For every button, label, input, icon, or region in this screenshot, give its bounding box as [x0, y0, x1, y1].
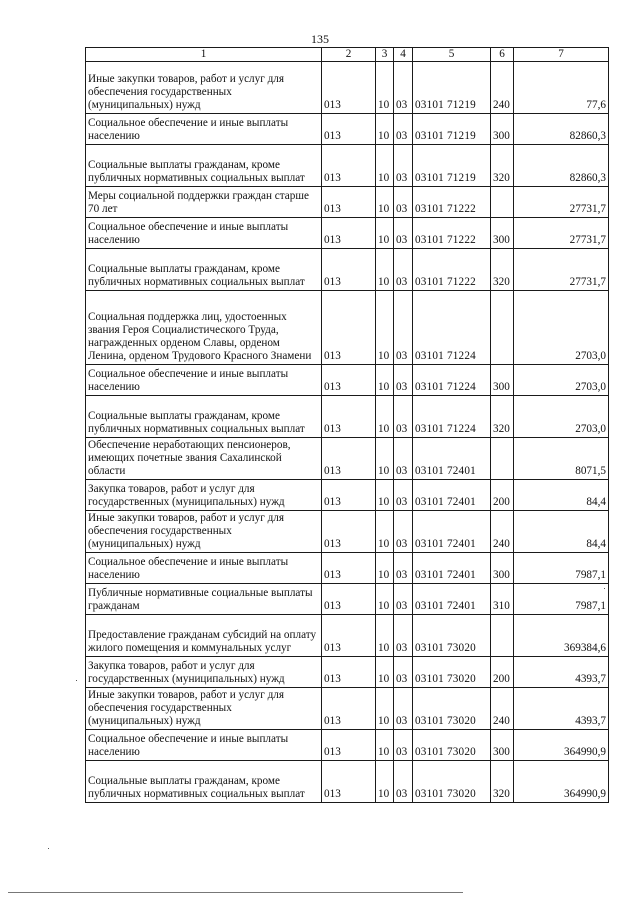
bottom-rule [8, 892, 463, 893]
name-cell: Публичные нормативные социальные выплаты гражданам [86, 584, 322, 615]
section-cell: 10 [376, 365, 394, 396]
header-row [86, 48, 609, 62]
section-cell: 10 [376, 218, 394, 249]
amount-cell: 2703,0 [514, 291, 609, 365]
name-cell: Социальное обеспечение и иные выплаты населению [86, 218, 322, 249]
table-row [86, 291, 609, 365]
table-row [86, 761, 609, 803]
subsection-cell: 03 [394, 657, 413, 688]
subsection-cell: 03 [394, 438, 413, 480]
table-row [86, 584, 609, 615]
amount-cell: 364990,9 [514, 761, 609, 803]
target-article-cell: 03101 71219 [413, 62, 491, 114]
code-cell: 013 [322, 187, 376, 218]
name-cell: Социальное обеспечение и иные выплаты населению [86, 365, 322, 396]
target-article-cell: 03101 72401 [413, 553, 491, 584]
code-cell: 013 [322, 615, 376, 657]
name-cell: Закупка товаров, работ и услуг для государственных (муниципальных) нужд [86, 657, 322, 688]
column-header: 6 [491, 48, 514, 62]
name-cell: Социальные выплаты гражданам, кроме публичных нормативных социальных выплат [86, 396, 322, 438]
target-article-cell: 03101 72401 [413, 480, 491, 511]
subsection-cell: 03 [394, 584, 413, 615]
expense-type-cell: 320 [491, 761, 514, 803]
amount-cell: 7987,1 [514, 584, 609, 615]
table-row [86, 145, 609, 187]
subsection-cell: 03 [394, 688, 413, 730]
column-header: 5 [413, 48, 491, 62]
budget-table [85, 47, 609, 803]
amount-cell: 7987,1 [514, 553, 609, 584]
target-article-cell: 03101 73020 [413, 761, 491, 803]
table-row [86, 365, 609, 396]
column-header: 1 [86, 48, 322, 62]
page-number: 135 [311, 32, 329, 46]
section-cell: 10 [376, 657, 394, 688]
table-row [86, 480, 609, 511]
expense-type-cell: 300 [491, 218, 514, 249]
amount-cell: 4393,7 [514, 688, 609, 730]
expense-type-cell: 240 [491, 511, 514, 553]
amount-cell: 27731,7 [514, 249, 609, 291]
column-header: 7 [514, 48, 609, 62]
table-row [86, 249, 609, 291]
section-cell: 10 [376, 114, 394, 145]
subsection-cell: 03 [394, 145, 413, 187]
section-cell: 10 [376, 553, 394, 584]
section-cell: 10 [376, 291, 394, 365]
code-cell: 013 [322, 62, 376, 114]
name-cell: Иные закупки товаров, работ и услуг для обеспечения государственных (муниципальных) нужд [86, 62, 322, 114]
code-cell: 013 [322, 511, 376, 553]
code-cell: 013 [322, 145, 376, 187]
subsection-cell: 03 [394, 396, 413, 438]
table-row [86, 438, 609, 480]
table-row [86, 396, 609, 438]
name-cell: Социальное обеспечение и иные выплаты населению [86, 730, 322, 761]
code-cell: 013 [322, 480, 376, 511]
expense-type-cell [491, 615, 514, 657]
table-row [86, 62, 609, 114]
target-article-cell: 03101 73020 [413, 615, 491, 657]
amount-cell: 27731,7 [514, 187, 609, 218]
name-cell: Меры социальной поддержки граждан старше 70 лет [86, 187, 322, 218]
amount-cell: 27731,7 [514, 218, 609, 249]
scan-speck [76, 680, 77, 681]
target-article-cell: 03101 72401 [413, 584, 491, 615]
expense-type-cell: 310 [491, 584, 514, 615]
code-cell: 013 [322, 365, 376, 396]
code-cell: 013 [322, 396, 376, 438]
amount-cell: 77,6 [514, 62, 609, 114]
expense-type-cell [491, 187, 514, 218]
target-article-cell: 03101 71224 [413, 396, 491, 438]
section-cell: 10 [376, 62, 394, 114]
amount-cell: 369384,6 [514, 615, 609, 657]
target-article-cell: 03101 72401 [413, 438, 491, 480]
subsection-cell: 03 [394, 218, 413, 249]
target-article-cell: 03101 71219 [413, 145, 491, 187]
table-body [86, 48, 609, 803]
code-cell: 013 [322, 657, 376, 688]
name-cell: Иные закупки товаров, работ и услуг для обеспечения государственных (муниципальных) нужд [86, 511, 322, 553]
amount-cell: 364990,9 [514, 730, 609, 761]
section-cell: 10 [376, 396, 394, 438]
table-row [86, 187, 609, 218]
expense-type-cell: 240 [491, 62, 514, 114]
target-article-cell: 03101 73020 [413, 657, 491, 688]
section-cell: 10 [376, 145, 394, 187]
section-cell: 10 [376, 480, 394, 511]
code-cell: 013 [322, 291, 376, 365]
code-cell: 013 [322, 249, 376, 291]
name-cell: Закупка товаров, работ и услуг для государственных (муниципальных) нужд [86, 480, 322, 511]
name-cell: Обеспечение неработающих пенсионеров, имеющих почетные звания Сахалинской области [86, 438, 322, 480]
expense-type-cell: 300 [491, 114, 514, 145]
section-cell: 10 [376, 688, 394, 730]
table-row [86, 511, 609, 553]
expense-type-cell: 320 [491, 396, 514, 438]
section-cell: 10 [376, 438, 394, 480]
column-header: 4 [394, 48, 413, 62]
table-row [86, 657, 609, 688]
expense-type-cell: 300 [491, 730, 514, 761]
name-cell: Предоставление гражданам субсидий на оплату жилого помещения и коммунальных услуг [86, 615, 322, 657]
table-row [86, 730, 609, 761]
table-row [86, 218, 609, 249]
table-row [86, 114, 609, 145]
section-cell: 10 [376, 249, 394, 291]
column-header: 3 [376, 48, 394, 62]
expense-type-cell: 300 [491, 365, 514, 396]
table-row [86, 688, 609, 730]
expense-type-cell: 320 [491, 249, 514, 291]
expense-type-cell: 200 [491, 657, 514, 688]
name-cell: Иные закупки товаров, работ и услуг для обеспечения государственных (муниципальных) нужд [86, 688, 322, 730]
section-cell: 10 [376, 187, 394, 218]
code-cell: 013 [322, 438, 376, 480]
code-cell: 013 [322, 218, 376, 249]
scan-speck [604, 588, 605, 589]
target-article-cell: 03101 71222 [413, 249, 491, 291]
section-cell: 10 [376, 584, 394, 615]
section-cell: 10 [376, 730, 394, 761]
subsection-cell: 03 [394, 480, 413, 511]
code-cell: 013 [322, 584, 376, 615]
subsection-cell: 03 [394, 615, 413, 657]
subsection-cell: 03 [394, 365, 413, 396]
column-header: 2 [322, 48, 376, 62]
code-cell: 013 [322, 730, 376, 761]
subsection-cell: 03 [394, 553, 413, 584]
target-article-cell: 03101 73020 [413, 688, 491, 730]
name-cell: Социальные выплаты гражданам, кроме публичных нормативных социальных выплат [86, 145, 322, 187]
subsection-cell: 03 [394, 114, 413, 145]
code-cell: 013 [322, 114, 376, 145]
expense-type-cell [491, 438, 514, 480]
expense-type-cell: 320 [491, 145, 514, 187]
amount-cell: 84,4 [514, 480, 609, 511]
subsection-cell: 03 [394, 761, 413, 803]
amount-cell: 82860,3 [514, 114, 609, 145]
subsection-cell: 03 [394, 249, 413, 291]
subsection-cell: 03 [394, 511, 413, 553]
code-cell: 013 [322, 688, 376, 730]
expense-type-cell: 240 [491, 688, 514, 730]
section-cell: 10 [376, 615, 394, 657]
amount-cell: 4393,7 [514, 657, 609, 688]
subsection-cell: 03 [394, 291, 413, 365]
name-cell: Социальное обеспечение и иные выплаты населению [86, 114, 322, 145]
subsection-cell: 03 [394, 187, 413, 218]
target-article-cell: 03101 72401 [413, 511, 491, 553]
section-cell: 10 [376, 761, 394, 803]
expense-type-cell: 200 [491, 480, 514, 511]
expense-type-cell: 300 [491, 553, 514, 584]
amount-cell: 82860,3 [514, 145, 609, 187]
name-cell: Социальные выплаты гражданам, кроме публичных нормативных социальных выплат [86, 761, 322, 803]
scan-speck [48, 848, 49, 849]
target-article-cell: 03101 71224 [413, 291, 491, 365]
section-cell: 10 [376, 511, 394, 553]
amount-cell: 2703,0 [514, 396, 609, 438]
target-article-cell: 03101 71219 [413, 114, 491, 145]
amount-cell: 2703,0 [514, 365, 609, 396]
target-article-cell: 03101 73020 [413, 730, 491, 761]
name-cell: Социальное обеспечение и иные выплаты населению [86, 553, 322, 584]
target-article-cell: 03101 71224 [413, 365, 491, 396]
table-row [86, 615, 609, 657]
code-cell: 013 [322, 553, 376, 584]
target-article-cell: 03101 71222 [413, 218, 491, 249]
amount-cell: 84,4 [514, 511, 609, 553]
target-article-cell: 03101 71222 [413, 187, 491, 218]
table-row [86, 553, 609, 584]
subsection-cell: 03 [394, 62, 413, 114]
code-cell: 013 [322, 761, 376, 803]
subsection-cell: 03 [394, 730, 413, 761]
expense-type-cell [491, 291, 514, 365]
name-cell: Социальная поддержка лиц, удостоенных звания Героя Социалистического Труда, награжденных орденом Славы, орденом Ленина, орденом Трудового Красного Знамени [86, 291, 322, 365]
name-cell: Социальные выплаты гражданам, кроме публичных нормативных социальных выплат [86, 249, 322, 291]
amount-cell: 8071,5 [514, 438, 609, 480]
